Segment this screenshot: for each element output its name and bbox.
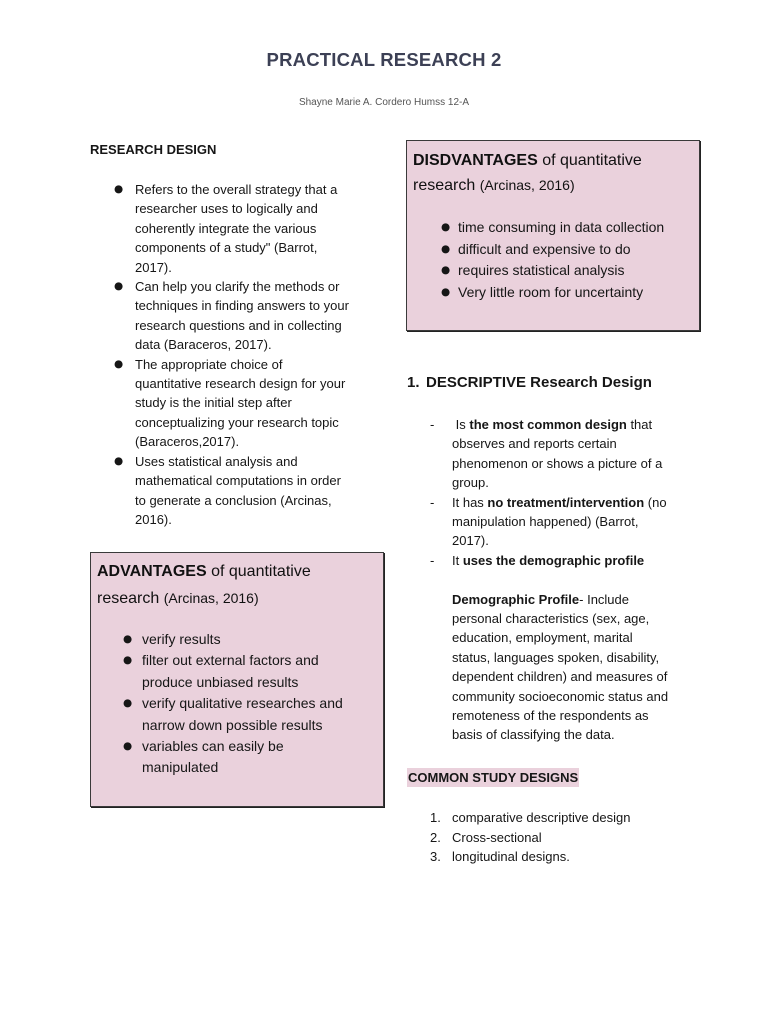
list-item: [407, 808, 630, 828]
list-item: ● time consuming in data collection: [407, 217, 688, 238]
point-prefix: Is: [452, 417, 470, 432]
advantages-heading-text: of quantitative research: [97, 563, 311, 607]
item-number: 2.: [430, 829, 441, 845]
descriptive-number: 1.: [407, 374, 420, 391]
descriptive-point: [407, 551, 673, 570]
research-design-heading: RESEARCH DESIGN: [90, 142, 217, 157]
item-number: 1.: [430, 810, 441, 825]
research-design-list: [90, 180, 350, 529]
disadvantages-heading: [413, 148, 685, 198]
list-item: ● verify qualitative researches and narrow down possible results: [91, 693, 352, 736]
point-suffix: that observes and reports certain phenomenon or shows a picture of a group.: [452, 417, 663, 491]
demographic-profile-definition: [452, 590, 673, 745]
descriptive-point: [407, 493, 673, 551]
list-item: ● Refers to the overall strategy that a researcher uses to logically and coherently integrate the various components of a study" (Barrot, 2017).: [90, 180, 350, 277]
point-prefix: It has: [452, 494, 488, 510]
list-item: ● filter out external factors and produce unbiased results: [91, 650, 352, 693]
common-study-designs-heading: [407, 768, 579, 788]
list-item: ● Uses statistical analysis and mathematical computations in order to generate a conclusion (Arcinas, 2016).: [90, 452, 350, 530]
advantages-citation: (Arcinas, 2016): [163, 590, 259, 606]
disadvantages-heading-bold: DISDVANTAGES: [413, 151, 538, 169]
advantages-heading-bold: ADVANTAGES: [97, 563, 207, 580]
author-line: Shayne Marie A. Cordero Humss 12-A: [298, 97, 470, 108]
list-item: ● Very little room for uncertainty: [407, 282, 688, 303]
list-item: ● Can help you clarify the methods or techniques in finding answers to your research questions and in collecting data (Baraceros, 2017).: [90, 277, 350, 355]
list-item: ● verify results: [91, 629, 352, 650]
demographic-profile-term: Demographic Profile: [452, 591, 580, 607]
point-emphasis: no treatment/intervention: [487, 494, 645, 510]
disadvantages-box: [406, 140, 700, 331]
descriptive-heading-text: DESCRIPTIVE Research Design: [426, 374, 652, 391]
item-label: comparative descriptive design: [452, 810, 631, 825]
list-item: [407, 847, 630, 867]
advantages-list: [91, 629, 352, 779]
list-item: ● requires statistical analysis: [407, 260, 688, 281]
point-suffix: (no manipulation happened) (Barrot, 2017).: [452, 494, 667, 549]
list-item: ● variables can easily be manipulated: [91, 736, 352, 779]
disadvantages-heading-text: of quantitative research: [413, 151, 642, 194]
descriptive-points: [407, 415, 673, 570]
point-emphasis: uses the demographic profile: [462, 552, 645, 568]
advantages-heading: [97, 559, 369, 612]
page-title: PRACTICAL RESEARCH 2: [266, 49, 502, 70]
common-study-designs-list: [407, 808, 630, 867]
demographic-profile-text: - Include personal characteristics (sex, age, education, employment, marital status, languages spoken, disability, dependent children) and measures of community socioeconomic status and remoteness of the respondents as basis of classifying the data.: [452, 591, 669, 743]
point-emphasis: the most common design: [469, 417, 627, 432]
item-label: Cross-sectional: [452, 829, 542, 845]
highlighted-heading: COMMON STUDY DESIGNS: [408, 770, 579, 785]
disadvantages-citation: (Arcinas, 2016): [479, 176, 575, 193]
descriptive-point: [407, 415, 673, 493]
list-item: ● difficult and expensive to do: [407, 239, 688, 260]
point-prefix: It: [452, 552, 463, 568]
list-item: [407, 828, 630, 848]
descriptive-heading: [407, 373, 652, 393]
item-number: 3.: [430, 849, 441, 864]
advantages-box: [90, 552, 384, 807]
descriptive-body: [407, 415, 673, 745]
list-item: ● The appropriate choice of quantitative research design for your study is the initial step after conceptualizing your research topic (Baraceros,2017).: [90, 355, 350, 452]
disadvantages-list: [407, 217, 688, 303]
item-label: longitudinal designs.: [452, 849, 570, 864]
